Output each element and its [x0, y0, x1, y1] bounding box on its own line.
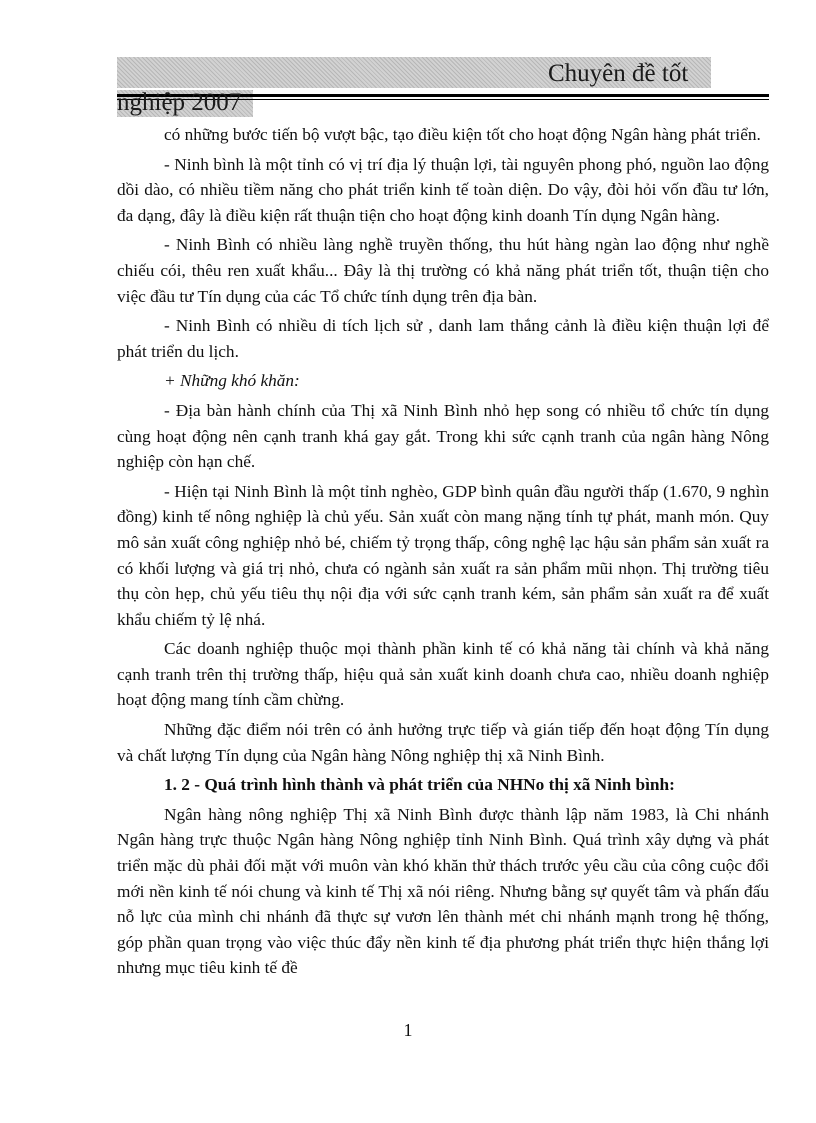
header-title-line2: nghiệp 2007	[117, 89, 242, 116]
subheading-difficulties: + Những khó khăn:	[164, 371, 300, 391]
header-title-line1: Chuyên đề tốt	[548, 60, 689, 87]
paragraph: có những bước tiến bộ vượt bậc, tạo điều kiện tốt cho hoạt động Ngân hàng phát triển.	[164, 125, 761, 144]
paragraph: Những đặc điểm nói trên có ảnh hưởng trực tiếp và gián tiếp đến hoạt động Tín dụng và chất lượng Tín dụng của Ngân hàng Nông nghiệp thị xã Ninh Bình.	[117, 720, 769, 765]
document-body	[117, 122, 769, 985]
paragraph: - Địa bàn hành chính của Thị xã Ninh Bình nhỏ hẹp song có nhiều tổ chức tín dụng cùng hoạt động nên cạnh tranh khá gay gắt. Trong khi sức cạnh tranh của ngân hàng Nông nghiệp còn hạn chế.	[117, 400, 769, 472]
paragraph: Các doanh nghiệp thuộc mọi thành phần kinh tế có khả năng tài chính và khả năng cạnh tranh trên thị trường thấp, hiệu quả sản xuất kinh doanh chưa cao, nhiều doanh nghiệp hoạt động mang tính cầm chừng.	[117, 639, 769, 710]
section-heading: 1. 2 - Quá trình hình thành và phát triển của NHNo thị xã Ninh bình:	[164, 775, 675, 795]
paragraph: Ngân hàng nông nghiệp Thị xã Ninh Bình được thành lập năm 1983, là Chi nhánh Ngân hàng trực thuộc Ngân hàng Nông nghiệp tỉnh Ninh Bình. Quá trình xây dựng và phát triển mặc dù phải đối mặt với muôn vàn khó khăn thử thách trước yêu cầu của công cuộc đổi mới nền kinh tế nói chung và kinh tế Thị xã nói riêng. Nhưng bằng sự quyết tâm và phấn đấu nỗ lực của mình chi nhánh đã thực sự vươn lên thành mét chi nhánh mạnh trong hệ thống, góp phần quan trọng vào việc thúc đẩy nền kinh tế địa phương phát triển thực hiện thắng lợi nhưng mục tiêu kinh tế đề	[117, 804, 769, 978]
page-number: 1	[403, 1020, 413, 1040]
paragraph: - Ninh bình là một tỉnh có vị trí địa lý thuận lợi, tài nguyên phong phó, nguồn lao động dồi dào, có nhiều tiềm năng cho phát triển kinh tế toàn diện. Do vậy, đòi hỏi vốn đầu tư lớn, đa dạng, đây là điều kiện rất thuận tiện cho hoạt động kinh doanh Tín dụng Ngân hàng.	[117, 154, 769, 225]
paragraph: - Hiện tại Ninh Bình là một tỉnh nghèo, GDP bình quân đầu người thấp (1.670, 9 nghìn đồng) kinh tế nông nghiệp là chủ yếu. Sản xuất còn mang nặng tính tự phát, manh món. Quy mô sản xuất công nghiệp nhỏ bé, chiếm tỷ trọng thấp, công nghệ lạc hậu sản phẩm sản xuất ra có khối lượng và giá trị nhỏ, chưa có ngành sản xuất ra sản phẩm mũi nhọn. Thị trường tiêu thụ còn hẹp, chủ yếu tiêu thụ nội địa với sức cạnh tranh kém, sản phẩm sản xuất ra để xuất khẩu chiếm tỷ lệ nhá.	[117, 481, 769, 629]
paragraph: - Ninh Bình có nhiều di tích lịch sử , danh lam thắng cảnh là điều kiện thuận lợi để phát triển du lịch.	[117, 316, 769, 361]
paragraph: - Ninh Bình có nhiều làng nghề truyền thống, thu hút hàng ngàn lao động như nghề chiếu cói, thêu ren xuất khẩu... Đây là thị trường có khả năng phát triển tốt, thuận tiện cho việc đầu tư Tín dụng của các Tổ chức tính dụng trên địa bàn.	[117, 235, 769, 306]
